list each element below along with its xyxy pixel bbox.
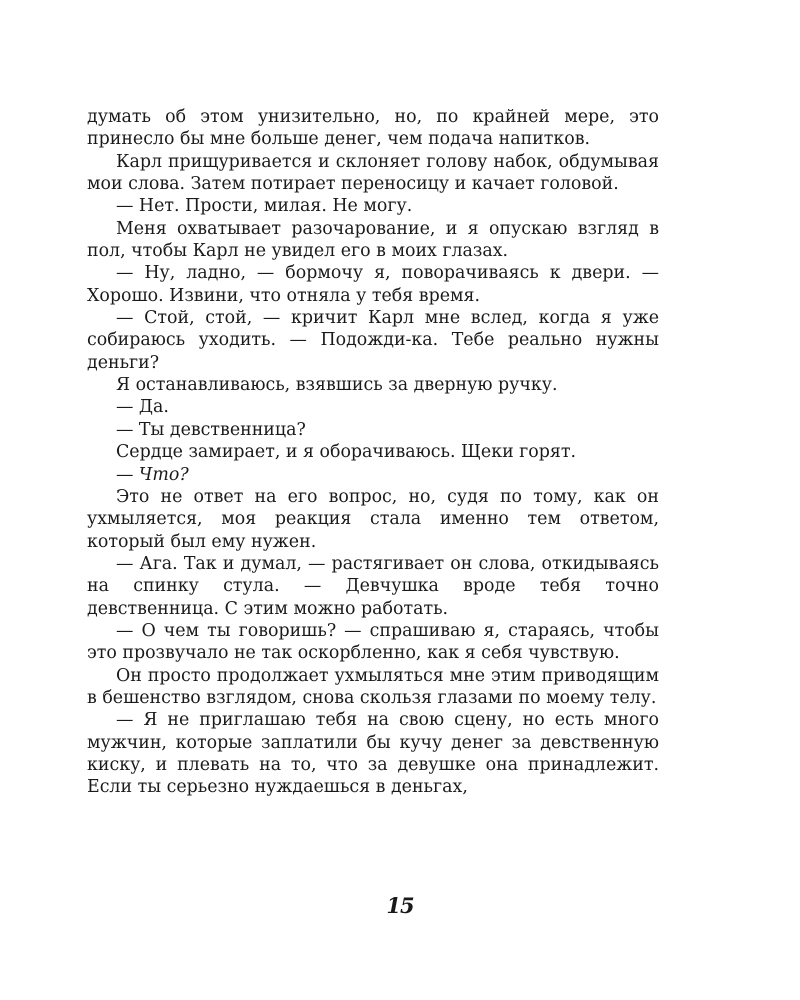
paragraph: Это не ответ на его вопрос, но, судя по тому, как он ухмыляется, моя реакция стала именно тем ответом, который был ему нужен. [87, 486, 659, 552]
book-page-text [87, 106, 659, 799]
paragraph: Меня охватывает разочарование, и я опускаю взгляд в пол, чтобы Карл не увидел его в моих глазах. [87, 218, 659, 262]
paragraph: — Да. [116, 397, 169, 418]
paragraph: Он просто продолжает ухмыляться мне этим приводящим в бешенство взглядом, снова скользя глазами по моему телу. [87, 665, 659, 708]
paragraph: думать об этом унизительно, но, по крайней мере, это принесло бы мне больше денег, чем подача напитков. [87, 107, 659, 150]
italic-word: Что? [138, 464, 189, 485]
paragraph: — Нет. Прости, милая. Не могу. [116, 196, 413, 217]
paragraph: — Ну, ладно, — бормочу я, поворачиваясь к двери. — Хорошо. Извини, что отняла у тебя время. [87, 263, 659, 306]
paragraph: — Стой, стой, — кричит Карл мне вслед, когда я уже собираюсь уходить. — Подожди-ка. Тебе реально нужны деньги? [87, 308, 659, 373]
paragraph: Я останавливаюсь, взявшись за дверную ручку. [116, 375, 558, 396]
page-number: 15 [386, 893, 414, 918]
paragraph: — О чем ты говоришь? — спрашиваю я, стараясь, чтобы это прозвучало не так оскорбленно, как я себя чувствую. [87, 620, 659, 664]
paragraph: Карл прищуривается и склоняет голову набок, обдумывая мои слова. Затем потирает переносицу и качает головой. [87, 151, 659, 195]
paragraph: — Я не приглашаю тебя на свою сцену, но есть много мужчин, которые заплатили бы кучу денег за девственную киску, и плевать на то, что за девушке она принадлежит. Если ты серьезно нуждаешься в деньгах, [87, 710, 659, 798]
paragraph-italic-exclamation: — Что? [116, 464, 189, 485]
paragraph: — Ты девственница? [116, 419, 306, 440]
paragraph: — Ага. Так и думал, — растягивает он слова, откидываясь на спинку стула. — Девчушка вроде тебя точно девственница. С этим можно работать. [87, 553, 659, 619]
paragraph: Сердце замирает, и я оборачиваюсь. Щеки горят. [116, 442, 577, 463]
